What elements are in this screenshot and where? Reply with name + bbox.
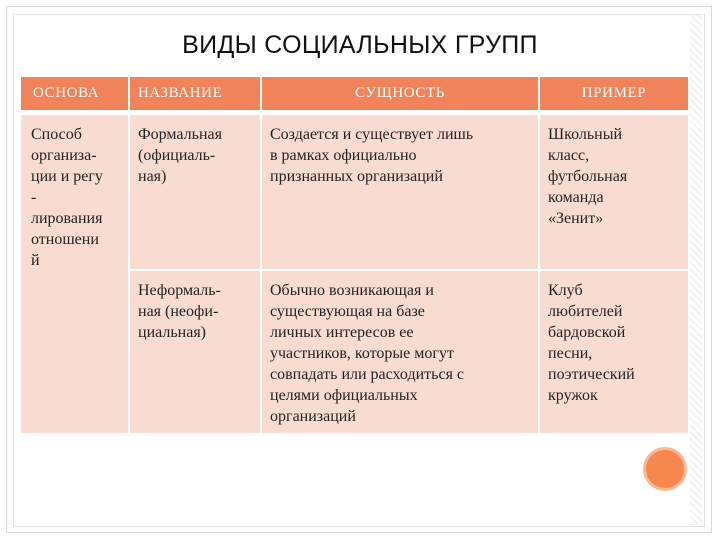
name-cell: Неформаль- ная (неофи- циальная) [129,270,261,433]
social-groups-table [21,77,688,433]
slide-title: ВИДЫ СОЦИАЛЬНЫХ ГРУПП [182,31,538,59]
example-cell: Школьный класс, футбольная команда «Зенит» [539,115,688,270]
example-cell: Клуб любителей бардовской песни, поэтический кружок [539,270,688,433]
basis-cell: Способ организа- ции и регу - лирования отношени й [21,115,129,433]
table-row [21,115,688,270]
essence-cell: Создается и существует лишь в рамках официально признанных организаций [261,115,539,270]
header-basis: ОСНОВА [21,77,129,110]
name-cell: Формальная (официаль- ная) [129,115,261,270]
table-header-row [21,77,688,110]
header-essence: СУЩНОСТЬ [261,77,539,110]
decorative-orange-circle [643,447,687,491]
decorative-hatched-strip [690,15,702,525]
essence-cell: Обычно возникающая и существующая на базе личных интересов ее участников, которые могут совпадать или расходиться с целями официальных организаций [261,270,539,433]
header-example: ПРИМЕР [539,77,688,110]
header-name: НАЗВАНИЕ [129,77,261,110]
